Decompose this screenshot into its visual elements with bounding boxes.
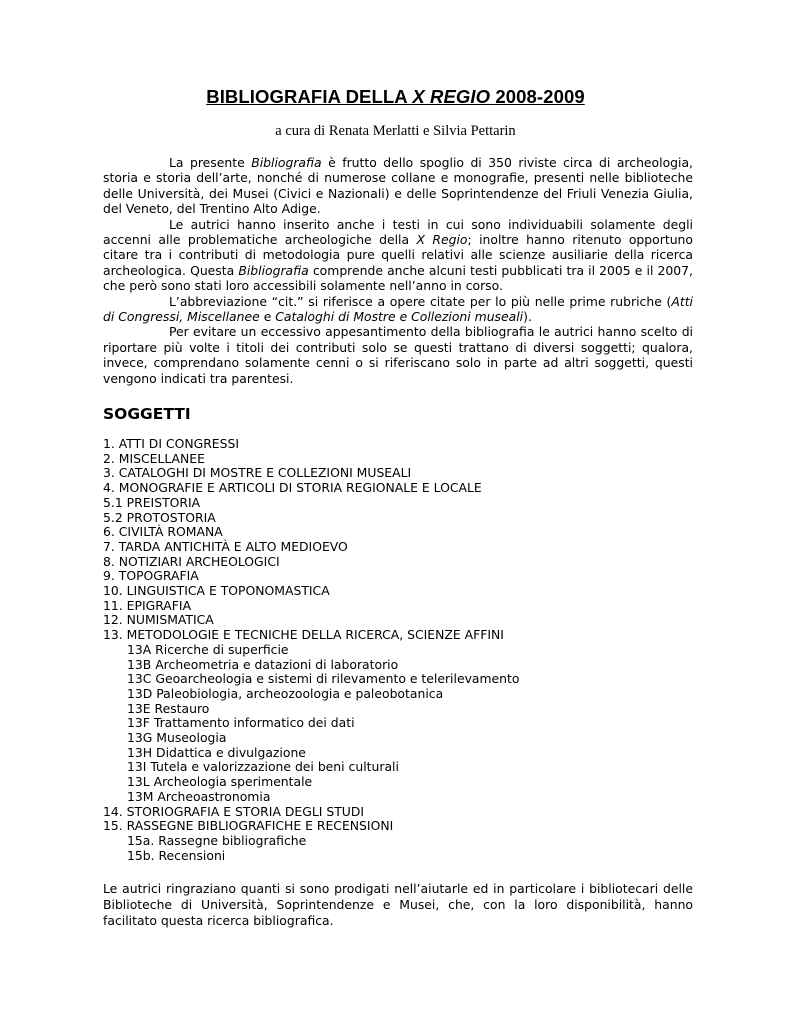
subject-item: 6. CIVILTÀ ROMANA <box>103 524 223 540</box>
subject-subitem: 13G Museologia <box>127 730 227 746</box>
subject-item: 4. MONOGRAFIE E ARTICOLI DI STORIA REGIONALE E LOCALE <box>103 480 482 496</box>
intro-p2-text-a: Le autrici hanno inserito anche i testi in cui sono individuabili solamente degli accenni alle problematiche archeologiche della <box>103 216 693 248</box>
subject-item: 9. TOPOGRAFIA <box>103 568 199 584</box>
subject-subitem: 15a. Rassegne bibliografiche <box>127 832 307 848</box>
intro-p1-text-c: è frutto dello spoglio di 350 riviste circa di archeologia, storia e storia dell’arte, nonché di numerose collane e monografie, presenti nelle biblioteche delle Università, dei Musei (Civici e Nazionali) e delle Soprintendenze del Friuli Venezia Giulia, del Veneto, del Trentino Alto Adige. <box>103 155 693 217</box>
subject-subitem: 13C Geoarcheologia e sistemi di rilevamento e telerilevamento <box>127 671 520 687</box>
subject-item: 2. MISCELLANEE <box>103 450 205 466</box>
subject-item: 13. METODOLOGIE E TECNICHE DELLA RICERCA, SCIENZE AFFINI <box>103 627 504 643</box>
intro-paragraph-4: Per evitare un eccessivo appesantimento della bibliografia le autrici hanno scelto di riportare più volte i titoli dei contributi solo se questi trattano di diversi soggetti; qualora, invece, comprendano solamente cenni o si riferiscano solo in parte ad altri soggetti, questi vengono indicati tra parentesi. <box>103 324 693 386</box>
intro-p3-italic-b: Atti di Congressi, Miscellanee <box>103 293 693 325</box>
intro-p2-italic-d: Bibliografia <box>238 262 309 278</box>
subject-item: 7. TARDA ANTICHITÀ E ALTO MEDIOEVO <box>103 538 348 554</box>
intro-p2-text-c: ; inoltre hanno ritenuto opportuno citare tra i contributi di metodologia pure quelli relativi alle scienze ausiliarie della ricerca archeologica. Questa <box>103 232 693 278</box>
subject-subitem: 13E Restauro <box>127 700 210 716</box>
subject-subitem: 15b. Recensioni <box>127 847 226 863</box>
intro-paragraph-3 <box>103 294 693 325</box>
subject-subitem: 13F Trattamento informatico dei dati <box>127 715 355 731</box>
subject-subitem: 13L Archeologia sperimentale <box>127 774 313 790</box>
intro-p3-text-e: ). <box>523 309 532 325</box>
subject-item: 15. RASSEGNE BIBLIOGRAFICHE E RECENSIONI <box>103 818 394 834</box>
document-title <box>0 86 791 108</box>
intro-p2-text-e: comprende anche alcuni testi pubblicati tra il 2005 e il 2007, che però sono stati loro accessibili solamente nell’anno in corso. <box>103 262 693 294</box>
subjects-list <box>103 437 703 863</box>
subject-item: 5.1 PREISTORIA <box>103 494 201 510</box>
subject-item: 3. CATALOGHI DI MOSTRE E COLLEZIONI MUSEALI <box>103 465 412 481</box>
intro-section <box>103 155 693 386</box>
intro-p3-text-a: L’abbreviazione “cit.” si riferisce a opere citate per lo più nelle prime rubriche ( <box>169 293 672 309</box>
intro-paragraph-1 <box>103 155 693 217</box>
intro-p3-italic-d: Cataloghi di Mostre e Collezioni museali <box>275 309 524 325</box>
subject-subitem: 13A Ricerche di superficie <box>127 641 289 657</box>
subject-item: 11. EPIGRAFIA <box>103 597 192 613</box>
document-subtitle: a cura di Renata Merlatti e Silvia Pettarin <box>275 123 516 139</box>
subjects-heading: SOGGETTI <box>103 405 191 423</box>
subject-item: 8. NOTIZIARI ARCHEOLOGICI <box>103 553 280 569</box>
title-italic: X REGIO <box>412 86 491 107</box>
subject-item: 14. STORIOGRAFIA E STORIA DEGLI STUDI <box>103 803 365 819</box>
title-part1: BIBLIOGRAFIA DELLA <box>206 86 413 107</box>
intro-p1-text-a: La presente <box>169 155 252 170</box>
subject-item: 5.2 PROTOSTORIA <box>103 509 216 525</box>
subject-item: 10. LINGUISTICA E TOPONOMASTICA <box>103 583 330 599</box>
title-part2: 2008-2009 <box>490 86 585 107</box>
subject-subitem: 13B Archeometria e datazioni di laboratorio <box>127 656 399 672</box>
subject-subitem: 13D Paleobiologia, archeozoologia e paleobotanica <box>127 685 444 701</box>
intro-p2-italic-b: X Regio <box>416 232 468 248</box>
intro-paragraph-2 <box>103 217 693 294</box>
subject-item: 12. NUMISMATICA <box>103 612 214 628</box>
subject-subitem: 13M Archeoastronomia <box>127 788 271 804</box>
subject-item: 1. ATTI DI CONGRESSI <box>103 436 240 451</box>
subject-subitem: 13I Tutela e valorizzazione dei beni culturali <box>127 759 399 775</box>
intro-p1-italic: Bibliografia <box>251 155 322 170</box>
intro-p3-text-c: e <box>259 309 276 325</box>
subject-subitem: 13H Didattica e divulgazione <box>127 744 306 760</box>
closing-paragraph: Le autrici ringraziano quanti si sono prodigati nell’aiutarle ed in particolare i bibliotecari delle Biblioteche di Università, Soprintendenze e Musei, che, con la loro disponibilità, hanno facilitato questa ricerca bibliografica. <box>103 881 693 928</box>
